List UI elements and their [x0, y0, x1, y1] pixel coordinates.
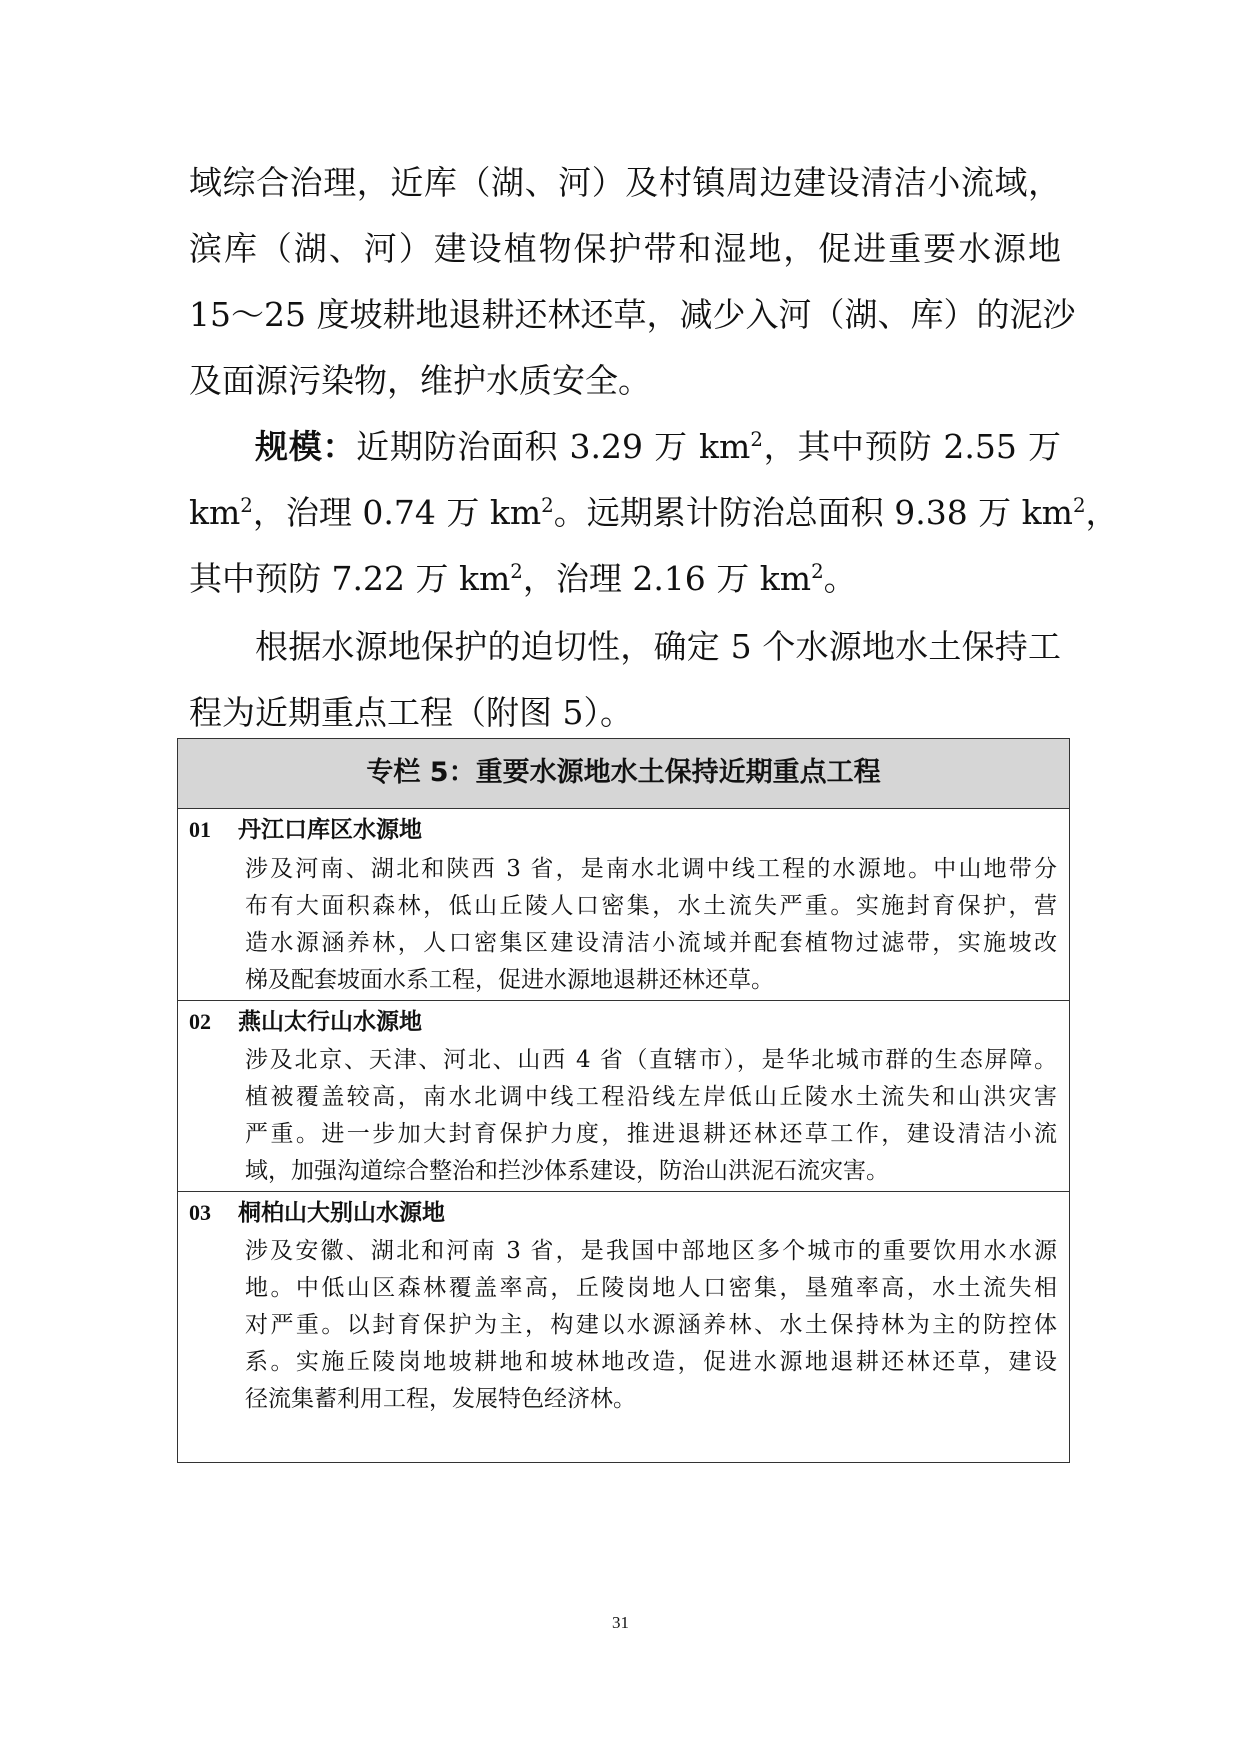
- scale-line-1: [255, 427, 1061, 467]
- scale-text: ，治理 2.16 万 km: [522, 559, 812, 598]
- box-title: 专栏 5：重要水源地水土保持近期重点工程: [178, 739, 1069, 809]
- section-title: 桐柏山大别山水源地: [238, 1200, 445, 1226]
- section-line: 梯及配套坡面水系工程，促进水源地退耕还林还草。: [245, 967, 774, 993]
- scale-text: ，其中预防 2.55 万: [762, 427, 1062, 466]
- scale-text: ，: [1085, 493, 1119, 532]
- scale-text: ，治理 0.74 万 km: [252, 493, 542, 532]
- superscript: 2: [541, 494, 554, 517]
- scale-line-2: [189, 493, 1119, 533]
- superscript: 2: [750, 428, 763, 451]
- body-line: 根据水源地保护的迫切性，确定 5 个水源地水土保持工: [255, 627, 1061, 666]
- page-number: 31: [612, 1613, 629, 1632]
- box-section: [178, 809, 1069, 1000]
- scale-text: 其中预防 7.22 万 km: [189, 559, 511, 598]
- scale-text: km: [189, 493, 241, 532]
- body-line: 域综合治理，近库（湖、河）及村镇周边建设清洁小流域，: [189, 163, 1061, 202]
- scale-text: 。远期累计防治总面积 9.38 万 km: [553, 493, 1073, 532]
- section-line: 植被覆盖较高，南水北调中线工程沿线左岸低山丘陵水土流失和山洪灾害: [245, 1084, 1057, 1110]
- box-section: [178, 1191, 1069, 1462]
- feature-box: [177, 738, 1070, 1463]
- superscript: 2: [240, 494, 253, 517]
- body-line: 及面源污染物，维护水质安全。: [189, 361, 651, 400]
- section-line: 涉及河南、湖北和陕西 3 省，是南水北调中线工程的水源地。中山地带分: [245, 856, 1057, 882]
- superscript: 2: [510, 560, 523, 583]
- section-title: 燕山太行山水源地: [238, 1009, 422, 1035]
- section-line: 布有大面积森林，低山丘陵人口密集，水土流失严重。实施封育保护，营: [245, 893, 1057, 919]
- section-line: 涉及北京、天津、河北、山西 4 省（直辖市），是华北城市群的生态屏障。: [245, 1047, 1057, 1073]
- section-line: 造水源涵养林，人口密集区建设清洁小流域并配套植物过滤带，实施坡改: [245, 930, 1057, 956]
- section-title: 丹江口库区水源地: [238, 817, 422, 843]
- section-number: 02: [189, 1009, 211, 1034]
- scale-label: 规模：: [255, 427, 357, 466]
- section-number: 01: [189, 817, 211, 842]
- section-line: 系。实施丘陵岗地坡耕地和坡林地改造，促进水源地退耕还林还草，建设: [245, 1349, 1057, 1375]
- scale-text: 。: [823, 559, 857, 598]
- section-line: 涉及安徽、湖北和河南 3 省，是我国中部地区多个城市的重要饮用水水源: [245, 1238, 1057, 1264]
- section-line: 严重。进一步加大封育保护力度，推进退耕还林还草工作，建设清洁小流: [245, 1121, 1057, 1147]
- section-line: 地。中低山区森林覆盖率高，丘陵岗地人口密集，垦殖率高，水土流失相: [245, 1275, 1057, 1301]
- box-section: [178, 1000, 1069, 1191]
- superscript: 2: [1072, 494, 1086, 517]
- section-line: 域，加强沟道综合整治和拦沙体系建设，防治山洪泥石流灾害。: [245, 1158, 889, 1184]
- body-line: 程为近期重点工程（附图 5）。: [189, 693, 633, 732]
- body-line: 15～25 度坡耕地退耕还林还草，减少入河（湖、库）的泥沙: [189, 295, 1076, 334]
- section-line: 径流集蓄利用工程，发展特色经济林。: [245, 1386, 636, 1412]
- scale-text: 近期防治面积 3.29 万 km: [356, 427, 751, 466]
- scale-line-3: [189, 559, 1061, 599]
- section-number: 03: [189, 1200, 211, 1225]
- body-line: 滨库（湖、河）建设植物保护带和湿地，促进重要水源地: [189, 229, 1061, 268]
- superscript: 2: [811, 560, 824, 583]
- section-line: 对严重。以封育保护为主，构建以水源涵养林、水土保持林为主的防控体: [245, 1312, 1057, 1338]
